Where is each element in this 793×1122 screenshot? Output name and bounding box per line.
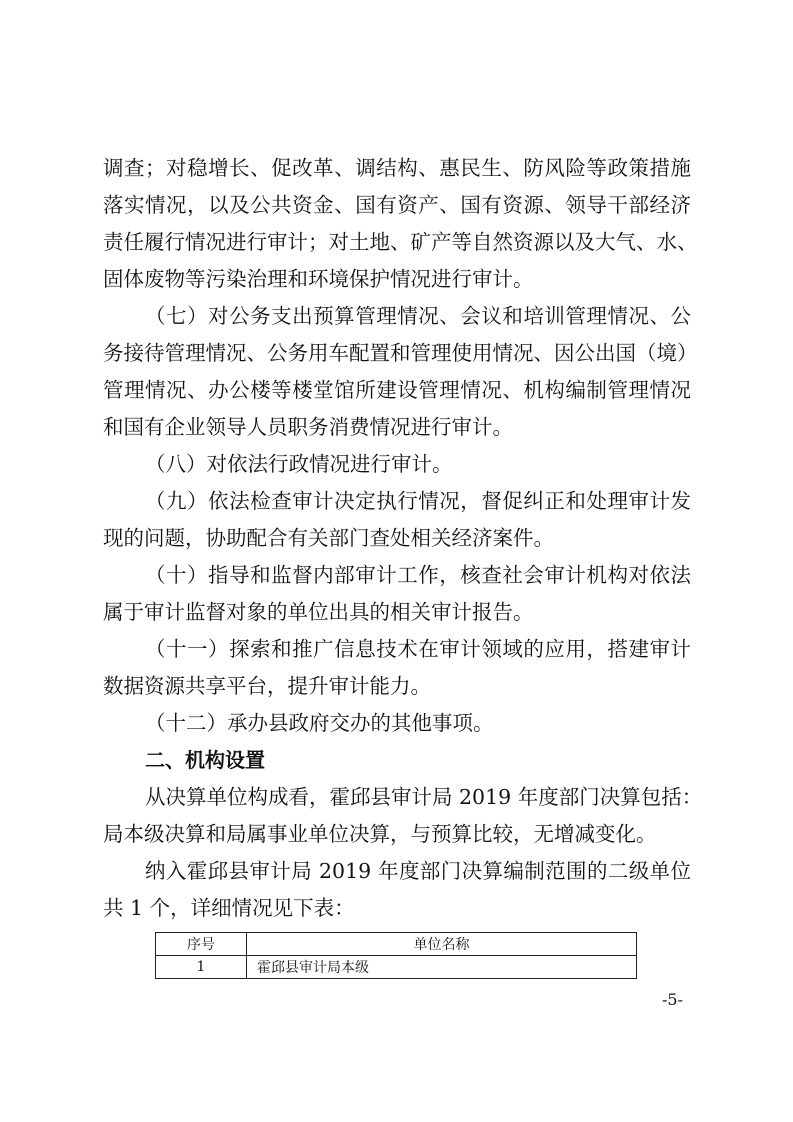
text-line: 局本级决算和局属事业单位决算，与预算比较，无增减变化。: [103, 822, 657, 846]
text-line: （十一）探索和推广信息技术在审计领域的应用，搭建审计: [145, 637, 691, 661]
text-line: 和国有企业领导人员职务消费情况进行审计。: [103, 415, 513, 439]
header-index: 序号: [156, 933, 247, 956]
text-line: （十二）承办县政府交办的其他事项。: [145, 711, 494, 735]
text-line: （七）对公务支出预算管理情况、会议和培训管理情况、公: [145, 304, 691, 328]
text-line: 现的问题，协助配合有关部门查处相关经济案件。: [103, 526, 554, 550]
section-heading: 二、机构设置: [145, 748, 265, 772]
table-header-row: [156, 933, 637, 956]
text-line: 固体废物等污染治理和环境保护情况进行审计。: [103, 267, 534, 291]
text-line: 管理情况、办公楼等楼堂馆所建设管理情况、机构编制管理情况: [103, 378, 691, 402]
page-number: -5-: [662, 990, 683, 1009]
text-line: 务接待管理情况、公务用车配置和管理使用情况、因公出国（境）: [103, 341, 698, 365]
text-line: 纳入霍邱县审计局 2019 年度部门决算编制范围的二级单位: [145, 859, 691, 883]
text-line: 数据资源共享平台，提升审计能力。: [103, 674, 431, 698]
body-text: [103, 150, 703, 927]
text-line: （八）对依法行政情况进行审计。: [145, 452, 453, 476]
text-line: （九）依法检查审计决定执行情况，督促纠正和处理审计发: [145, 489, 691, 513]
text-line: 责任履行情况进行审计；对土地、矿产等自然资源以及大气、水、: [103, 230, 698, 254]
text-line: （十）指导和监督内部审计工作，核查社会审计机构对依法: [145, 563, 691, 587]
text-line: 属于审计监督对象的单位出具的相关审计报告。: [103, 600, 534, 624]
cell-unit-name: 霍邱县审计局本级: [247, 956, 637, 979]
text-line: 调查；对稳增长、促改革、调结构、惠民生、防风险等政策措施: [103, 156, 691, 180]
table-row: [156, 956, 637, 979]
text-line: 从决算单位构成看，霍邱县审计局 2019 年度部门决算包括：: [145, 785, 703, 809]
text-line: 落实情况，以及公共资金、国有资产、国有资源、领导干部经济: [103, 193, 691, 217]
header-unit-name: 单位名称: [247, 933, 637, 956]
text-line: 共 1 个，详细情况见下表：: [103, 896, 355, 920]
cell-index: 1: [156, 956, 247, 979]
units-table: [155, 932, 637, 979]
